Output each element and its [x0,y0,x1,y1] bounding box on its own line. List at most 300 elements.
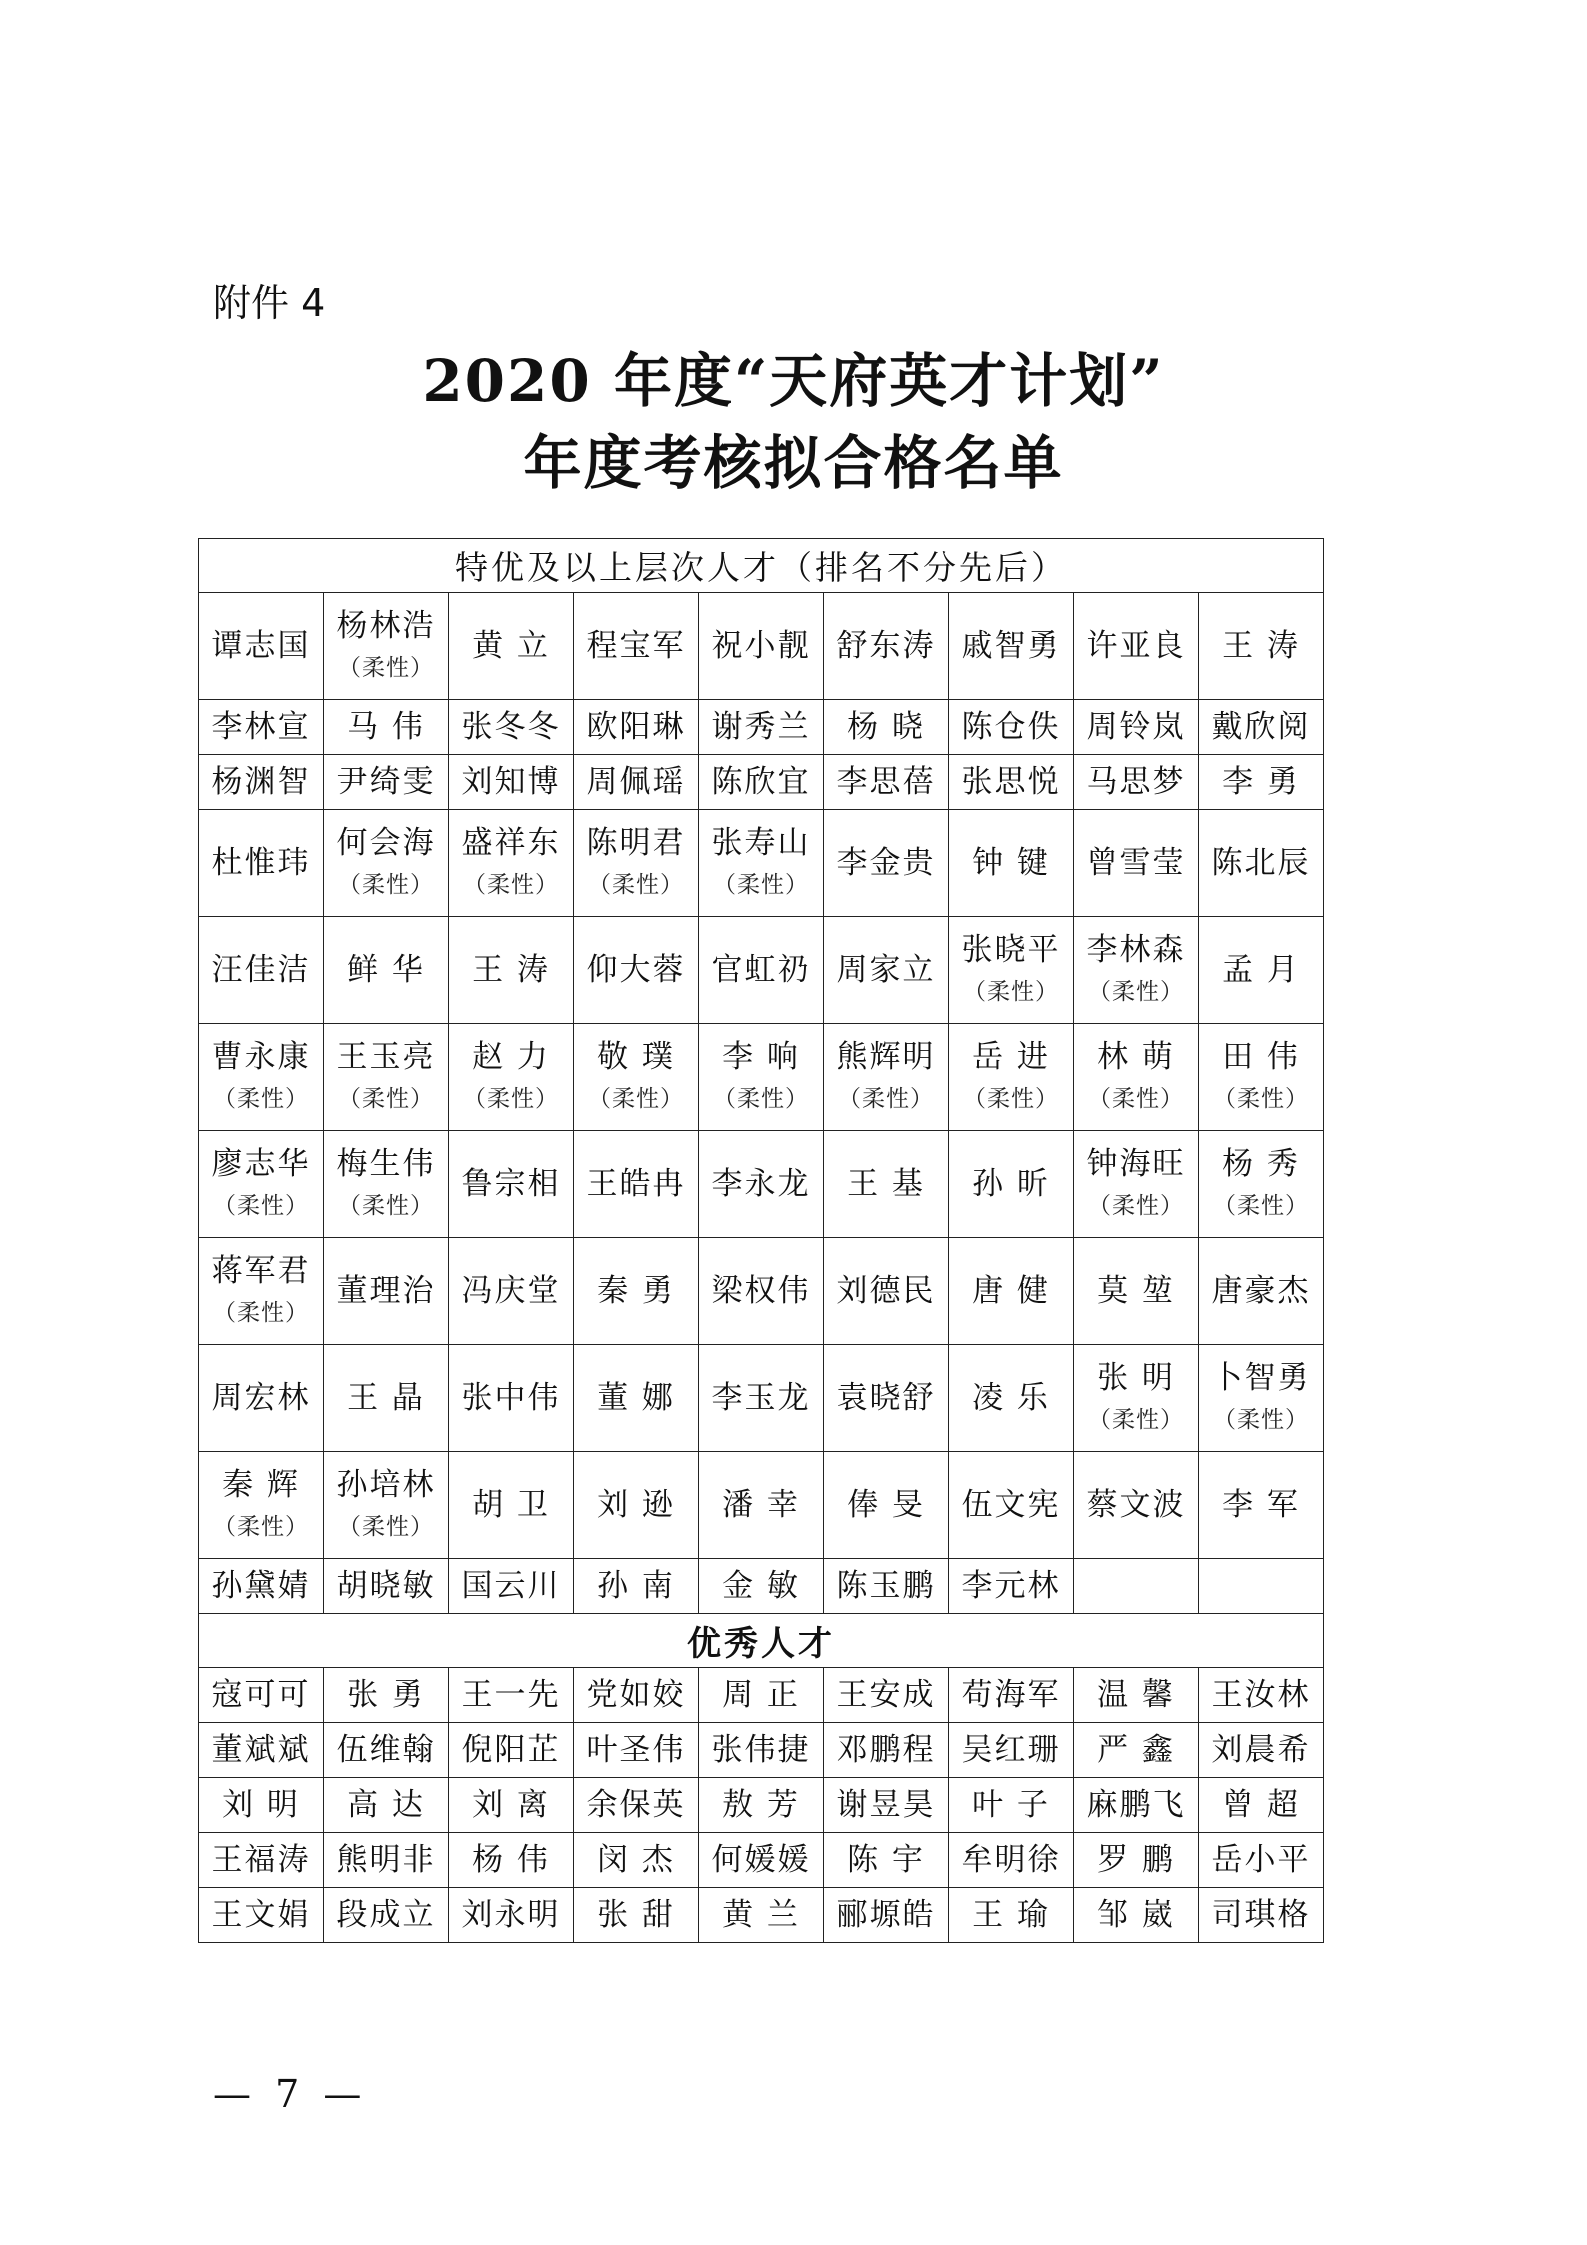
person-name: 戴欣阅 [1211,709,1311,745]
name-cell [1199,1668,1324,1723]
person-name: 胡 卫 [472,1487,550,1523]
person-name: 孟 月 [1222,952,1300,988]
name-cell [574,810,699,917]
name-cell [574,700,699,755]
name-cell [324,1778,449,1833]
name-cell [824,1131,949,1238]
flexible-tag: （柔性） [338,655,434,681]
person-name: 舒东涛 [836,628,936,664]
name-cell [824,810,949,917]
name-cell [1199,1559,1324,1614]
person-name: 董斌斌 [211,1732,311,1768]
table-row [199,1888,1324,1943]
name-cell [699,1778,824,1833]
name-cell [199,917,324,1024]
person-name: 李林宣 [211,709,311,745]
person-name: 熊辉明 [836,1039,936,1075]
flexible-tag: （柔性） [1213,1086,1309,1112]
person-name: 冯庆堂 [461,1273,561,1309]
name-cell [1074,1723,1199,1778]
person-name: 杨渊智 [211,764,311,800]
flexible-tag: （柔性） [338,1514,434,1540]
name-cell [574,755,699,810]
person-name: 曾 超 [1222,1787,1300,1823]
name-cell [949,700,1074,755]
name-cell [1199,917,1324,1024]
person-name: 谢秀兰 [711,709,811,745]
name-cell [1074,1024,1199,1131]
name-cell [324,1723,449,1778]
name-cell [949,1024,1074,1131]
person-name: 欧阳琳 [586,709,686,745]
name-cell [824,1778,949,1833]
name-cell [324,1452,449,1559]
person-name: 王福涛 [211,1842,311,1878]
flexible-tag: （柔性） [1213,1407,1309,1433]
name-cell [824,1668,949,1723]
name-cell [949,1238,1074,1345]
person-name: 孙培林 [336,1467,436,1503]
person-name: 叶圣伟 [586,1732,686,1768]
name-list-table [198,538,1324,1943]
name-cell [574,1833,699,1888]
name-cell [1199,1024,1324,1131]
name-cell [199,755,324,810]
person-name: 张 明 [1097,1360,1175,1396]
person-name: 杨 秀 [1222,1146,1300,1182]
name-cell [1074,1345,1199,1452]
table-row [199,1452,1324,1559]
name-cell [1074,700,1199,755]
name-cell [699,1131,824,1238]
name-cell [949,1888,1074,1943]
person-name: 陈仓佚 [961,709,1061,745]
name-cell [574,1024,699,1131]
table-row [199,917,1324,1024]
person-name: 刘 明 [222,1787,300,1823]
name-cell [949,1668,1074,1723]
person-name: 王 晶 [347,1380,425,1416]
person-name: 倪阳芷 [461,1732,561,1768]
person-name: 段成立 [336,1897,436,1933]
flexible-tag: （柔性） [588,872,684,898]
person-name: 何会海 [336,825,436,861]
name-cell [449,1668,574,1723]
person-name: 周家立 [836,952,936,988]
flexible-tag: （柔性） [338,1086,434,1112]
person-name: 王 涛 [1222,628,1300,664]
person-name: 李 勇 [1222,764,1300,800]
person-name: 潘 幸 [722,1487,800,1523]
name-cell [324,1559,449,1614]
name-cell [324,1024,449,1131]
person-name: 国云川 [461,1568,561,1604]
name-cell [699,1238,824,1345]
name-cell [574,593,699,700]
person-name: 王玉亮 [336,1039,436,1075]
person-name: 伍维翰 [336,1732,436,1768]
person-name: 凌 乐 [972,1380,1050,1416]
person-name: 周佩瑶 [586,764,686,800]
person-name: 王皓冉 [586,1166,686,1202]
person-name: 钟海旺 [1086,1146,1186,1182]
table-row [199,1668,1324,1723]
person-name: 杨 伟 [472,1842,550,1878]
flexible-tag: （柔性） [963,979,1059,1005]
person-name: 卜智勇 [1211,1360,1311,1396]
person-name: 俸 旻 [847,1487,925,1523]
flexible-tag: （柔性） [963,1086,1059,1112]
person-name: 罗 鹏 [1097,1842,1175,1878]
name-cell [324,593,449,700]
person-name: 李 响 [722,1039,800,1075]
name-cell [324,917,449,1024]
person-name: 郦塬皓 [836,1897,936,1933]
person-name: 袁晓舒 [836,1380,936,1416]
name-cell [1199,593,1324,700]
table-row [199,1833,1324,1888]
name-cell [199,1238,324,1345]
name-cell [324,1888,449,1943]
name-cell [449,917,574,1024]
person-name: 钟 键 [972,845,1050,881]
person-name: 李永龙 [711,1166,811,1202]
name-cell [949,1559,1074,1614]
name-cell [199,1778,324,1833]
name-cell [949,1723,1074,1778]
flexible-tag: （柔性） [1088,979,1184,1005]
person-name: 杜惟玮 [211,845,311,881]
name-cell [324,1131,449,1238]
name-cell [1199,1452,1324,1559]
person-name: 梅生伟 [336,1146,436,1182]
person-name: 马思梦 [1086,764,1186,800]
name-cell [699,810,824,917]
name-cell [449,755,574,810]
name-cell [199,1452,324,1559]
person-name: 廖志华 [211,1146,311,1182]
name-cell [949,917,1074,1024]
flexible-tag: （柔性） [213,1514,309,1540]
name-cell [324,755,449,810]
person-name: 陈欣宜 [711,764,811,800]
name-cell [199,1559,324,1614]
person-name: 刘晨希 [1211,1732,1311,1768]
section-header-excellent-talent: 优秀人才 [199,1614,1324,1668]
person-name: 蔡文波 [1086,1487,1186,1523]
person-name: 杨 晓 [847,709,925,745]
name-cell [449,1345,574,1452]
name-cell [824,700,949,755]
name-cell [699,755,824,810]
document-title-line2: 年度考核拟合格名单 [523,429,1064,497]
name-cell [699,1345,824,1452]
person-name: 秦 辉 [222,1467,300,1503]
person-name: 伍文宪 [961,1487,1061,1523]
flexible-tag: （柔性） [1088,1407,1184,1433]
name-cell [199,700,324,755]
person-name: 闵 杰 [597,1842,675,1878]
name-cell [949,1131,1074,1238]
person-name: 金 敏 [722,1568,800,1604]
name-cell [449,1888,574,1943]
person-name: 陈明君 [586,825,686,861]
name-cell [1074,917,1199,1024]
name-cell [199,1888,324,1943]
person-name: 谭志国 [211,628,311,664]
person-name: 鲁宗相 [461,1166,561,1202]
name-cell [699,593,824,700]
person-name: 张 甜 [597,1897,675,1933]
person-name: 陈 宇 [847,1842,925,1878]
name-cell [324,1668,449,1723]
person-name: 张晓平 [961,932,1061,968]
table-row [199,700,1324,755]
name-cell [1199,700,1324,755]
name-cell [949,593,1074,700]
name-cell [199,1024,324,1131]
name-cell [699,917,824,1024]
name-cell [1074,810,1199,917]
attachment-label: 附件 4 [213,281,326,325]
section-header-top-talent-row [199,539,1324,593]
person-name: 敬 璞 [597,1039,675,1075]
person-name: 温 馨 [1097,1677,1175,1713]
person-name: 牟明徐 [961,1842,1061,1878]
person-name: 黄 立 [472,628,550,664]
flexible-tag: （柔性） [338,1193,434,1219]
name-cell [449,593,574,700]
name-cell [949,755,1074,810]
name-cell [824,1345,949,1452]
name-cell [1074,1238,1199,1345]
person-name: 李玉龙 [711,1380,811,1416]
name-cell [824,1833,949,1888]
name-cell [1074,1131,1199,1238]
person-name: 鲜 华 [347,952,425,988]
name-cell [1199,755,1324,810]
name-cell [449,810,574,917]
name-cell [324,1833,449,1888]
name-cell [1199,1833,1324,1888]
name-cell [199,1345,324,1452]
name-cell [199,1833,324,1888]
name-cell [449,1238,574,1345]
person-name: 张中伟 [461,1380,561,1416]
name-cell [699,1559,824,1614]
person-name: 尹绮雯 [336,764,436,800]
name-cell [824,1888,949,1943]
person-name: 敖 芳 [722,1787,800,1823]
person-name: 蒋军君 [211,1253,311,1289]
table-row [199,1238,1324,1345]
name-cell [199,810,324,917]
person-name: 许亚良 [1086,628,1186,664]
person-name: 王 基 [847,1166,925,1202]
person-name: 麻鹏飞 [1086,1787,1186,1823]
person-name: 马 伟 [347,709,425,745]
person-name: 李金贵 [836,845,936,881]
person-name: 何媛媛 [711,1842,811,1878]
name-cell [1074,755,1199,810]
person-name: 孙 昕 [972,1166,1050,1202]
name-cell [574,1723,699,1778]
name-cell [824,755,949,810]
name-cell [1074,1888,1199,1943]
name-cell [574,1559,699,1614]
name-cell [1199,1888,1324,1943]
flexible-tag: （柔性） [213,1300,309,1326]
flexible-tag: （柔性） [1213,1193,1309,1219]
person-name: 胡晓敏 [336,1568,436,1604]
name-cell [1199,1345,1324,1452]
person-name: 余保英 [586,1787,686,1823]
person-name: 戚智勇 [961,628,1061,664]
name-cell [1074,1833,1199,1888]
person-name: 王文娟 [211,1897,311,1933]
name-cell [824,593,949,700]
name-cell [949,1833,1074,1888]
person-name: 周宏林 [211,1380,311,1416]
person-name: 邓鹏程 [836,1732,936,1768]
name-cell [449,1024,574,1131]
person-name: 刘 离 [472,1787,550,1823]
flexible-tag: （柔性） [463,1086,559,1112]
name-cell [699,1452,824,1559]
person-name: 仰大蓉 [586,952,686,988]
name-cell [449,1131,574,1238]
name-cell [1199,810,1324,917]
name-cell [699,1024,824,1131]
person-name: 莫 堃 [1097,1273,1175,1309]
person-name: 程宝军 [586,628,686,664]
name-cell [824,1559,949,1614]
person-name: 王一先 [461,1677,561,1713]
person-name: 陈北辰 [1211,845,1311,881]
name-cell [699,1833,824,1888]
person-name: 张冬冬 [461,709,561,745]
name-cell [1199,1778,1324,1833]
name-cell [824,1238,949,1345]
table-row [199,1345,1324,1452]
name-cell [1199,1238,1324,1345]
person-name: 熊明非 [336,1842,436,1878]
person-name: 刘德民 [836,1273,936,1309]
person-name: 董理治 [336,1273,436,1309]
name-cell [449,1833,574,1888]
person-name: 盛祥东 [461,825,561,861]
name-cell [449,1452,574,1559]
person-name: 唐 健 [972,1273,1050,1309]
section-header-excellent-talent-row [199,1614,1324,1668]
flexible-tag: （柔性） [588,1086,684,1112]
page-number: — 7 — [213,2072,368,2116]
person-name: 司琪格 [1211,1897,1311,1933]
name-cell [574,1238,699,1345]
name-cell [574,917,699,1024]
name-cell [324,1345,449,1452]
person-name: 高 达 [347,1787,425,1823]
name-cell [574,1452,699,1559]
name-cell [824,917,949,1024]
name-cell [324,1238,449,1345]
name-cell [699,1668,824,1723]
name-cell [199,593,324,700]
table-row [199,1559,1324,1614]
name-cell [199,1723,324,1778]
name-cell [574,1778,699,1833]
flexible-tag: （柔性） [838,1086,934,1112]
name-cell [1074,1778,1199,1833]
person-name: 王 瑜 [972,1897,1050,1933]
flexible-tag: （柔性） [338,872,434,898]
name-cell [574,1668,699,1723]
person-name: 林 萌 [1097,1039,1175,1075]
table-row [199,1024,1324,1131]
person-name: 黄 兰 [722,1897,800,1933]
name-cell [949,810,1074,917]
person-name: 王安成 [836,1677,936,1713]
name-cell [1199,1723,1324,1778]
flexible-tag: （柔性） [713,872,809,898]
person-name: 祝小靓 [711,628,811,664]
name-cell [949,1452,1074,1559]
person-name: 岳 进 [972,1039,1050,1075]
flexible-tag: （柔性） [463,872,559,898]
person-name: 张 勇 [347,1677,425,1713]
name-cell [449,700,574,755]
flexible-tag: （柔性） [213,1193,309,1219]
person-name: 曹永康 [211,1039,311,1075]
name-cell [1199,1131,1324,1238]
person-name: 张伟捷 [711,1732,811,1768]
name-cell [574,1888,699,1943]
name-cell [449,1778,574,1833]
name-cell [199,1668,324,1723]
person-name: 李 军 [1222,1487,1300,1523]
person-name: 汪佳洁 [211,952,311,988]
person-name: 唐豪杰 [1211,1273,1311,1309]
table-row [199,1131,1324,1238]
name-cell [949,1345,1074,1452]
person-name: 刘永明 [461,1897,561,1933]
person-name: 杨林浩 [336,608,436,644]
person-name: 孙黛婧 [211,1568,311,1604]
person-name: 周铃岚 [1086,709,1186,745]
name-cell [699,700,824,755]
person-name: 叶 子 [972,1787,1050,1823]
person-name: 梁权伟 [711,1273,811,1309]
person-name: 刘知博 [461,764,561,800]
name-cell [699,1888,824,1943]
person-name: 张寿山 [711,825,811,861]
flexible-tag: （柔性） [713,1086,809,1112]
person-name: 王汝林 [1211,1677,1311,1713]
person-name: 孙 南 [597,1568,675,1604]
person-name: 王 涛 [472,952,550,988]
table-row [199,810,1324,917]
person-name: 曾雪莹 [1086,845,1186,881]
name-cell [1074,1452,1199,1559]
person-name: 赵 力 [472,1039,550,1075]
flexible-tag: （柔性） [1088,1193,1184,1219]
person-name: 周 正 [722,1677,800,1713]
person-name: 吴红珊 [961,1732,1061,1768]
name-cell [824,1723,949,1778]
person-name: 党如姣 [586,1677,686,1713]
person-name: 寇可可 [211,1677,311,1713]
person-name: 秦 勇 [597,1273,675,1309]
